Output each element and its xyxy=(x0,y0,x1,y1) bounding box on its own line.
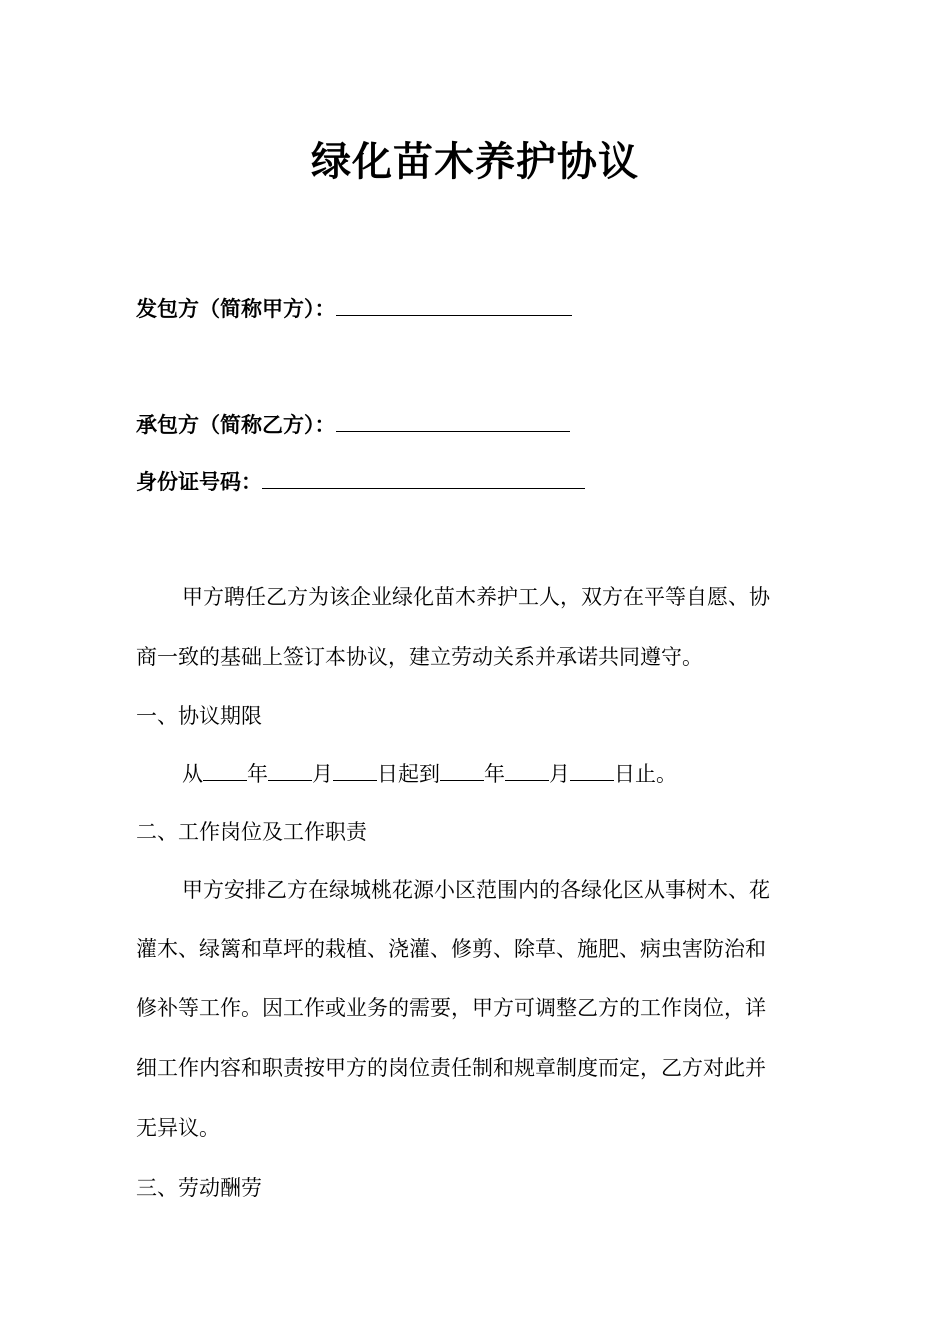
term-year-2: 年 xyxy=(484,762,505,786)
section-2-heading: 二、工作岗位及工作职责 xyxy=(136,820,367,844)
duty-line-2: 灌木、绿篱和草坪的栽植、浇灌、修剪、除草、施肥、病虫害防治和 xyxy=(136,937,766,961)
term-year-1: 年 xyxy=(247,762,268,786)
party-b-field xyxy=(136,409,570,440)
party-a-label: 发包方（简称甲方）： xyxy=(136,296,336,321)
term-day-start: 日起到 xyxy=(377,762,440,786)
duty-line-3: 修补等工作。因工作或业务的需要，甲方可调整乙方的工作岗位，详 xyxy=(136,996,766,1020)
term-line xyxy=(182,759,862,789)
party-b-label: 承包方（简称乙方）： xyxy=(136,412,336,437)
end-day-blank xyxy=(570,760,614,781)
end-month-blank xyxy=(505,760,549,781)
section-3-heading: 三、劳动酬劳 xyxy=(136,1176,262,1200)
duty-line-4: 细工作内容和职责按甲方的岗位责任制和规章制度而定，乙方对此并 xyxy=(136,1056,766,1080)
id-number-field xyxy=(136,466,585,497)
duty-line-1: 甲方安排乙方在绿城桃花源小区范围内的各绿化区从事树木、花 xyxy=(182,878,770,902)
term-day-end: 日止。 xyxy=(614,762,677,786)
start-day-blank xyxy=(333,760,377,781)
id-number-blank xyxy=(262,466,585,489)
end-year-blank xyxy=(440,760,484,781)
party-a-field xyxy=(136,293,572,324)
term-month-2: 月 xyxy=(549,762,570,786)
party-b-blank xyxy=(336,409,570,432)
document-title: 绿化苗木养护协议 xyxy=(311,138,639,185)
duty-line-5: 无异议。 xyxy=(136,1116,220,1140)
intro-line-2: 商一致的基础上签订本协议，建立劳动关系并承诺共同遵守。 xyxy=(136,645,703,669)
party-a-blank xyxy=(336,293,572,316)
start-month-blank xyxy=(268,760,312,781)
start-year-blank xyxy=(203,760,247,781)
term-from: 从 xyxy=(182,762,203,786)
intro-line-1: 甲方聘任乙方为该企业绿化苗木养护工人，双方在平等自愿、协 xyxy=(182,585,770,609)
section-1-heading: 一、协议期限 xyxy=(136,704,262,728)
term-month-1: 月 xyxy=(312,762,333,786)
id-number-label: 身份证号码： xyxy=(136,469,262,494)
